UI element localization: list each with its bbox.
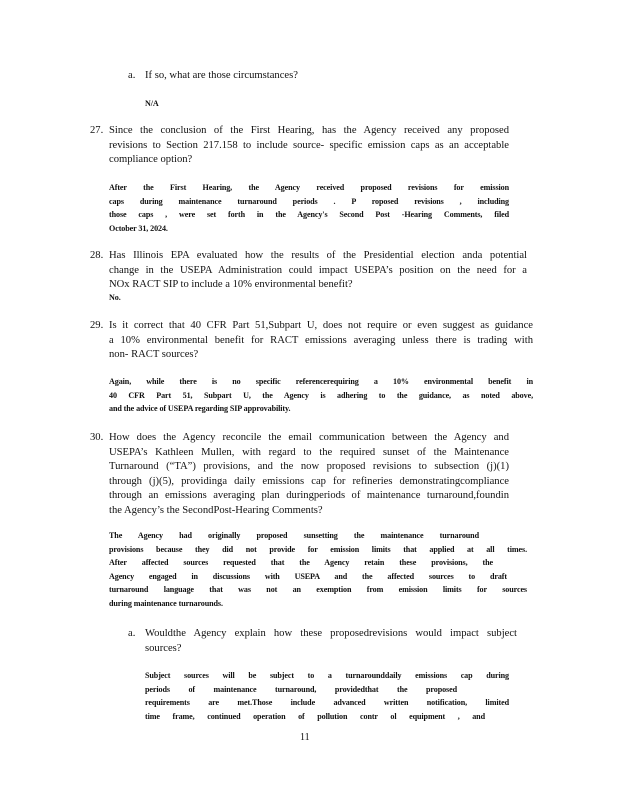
answer-line: After affected sources requested that the Agency retain these provisions, the <box>109 558 493 568</box>
answer-line: caps during maintenance turnaround periods . P roposed revisions , including <box>109 196 509 206</box>
question-number: 29. <box>90 320 104 331</box>
question-line: a 10% environmental benefit for RACT emissions averaging unless there is trading with <box>109 334 533 346</box>
question-line: revisions to Section 217.158 to include source- specific emission caps as an acceptable <box>109 139 509 151</box>
question-line: through an emissions averaging plan duringperiods of maintenance turnaround,foundin <box>109 490 509 502</box>
answer-text <box>109 181 509 235</box>
answer-line: Again, while there is no specific referencerequiring a 10% environmental benefit in <box>109 377 533 386</box>
answer-line: Subject sources will be subject to a turnarounddaily emissions cap during <box>145 671 509 680</box>
question-line: Turnaround (“TA”) provisions, and the now proposed revisions to subsection (j)(1) <box>109 461 509 473</box>
question-number: 28. <box>90 250 104 261</box>
question-text <box>109 319 533 363</box>
answer-text <box>109 291 209 305</box>
answer-line: N/A <box>145 99 159 108</box>
answer-text <box>109 529 527 611</box>
question-line: compliance option? <box>109 154 193 166</box>
question-text <box>109 124 509 168</box>
question-line: the Agency’s the SecondPost-Hearing Comments? <box>109 504 323 516</box>
question-line: Has Illinois EPA evaluated how the results of the Presidential election anda potential <box>109 250 527 261</box>
question-line: How does the Agency reconcile the email communication between the Agency and <box>109 432 509 443</box>
question-line: Is it correct that 40 CFR Part 51,Subpart U, does not require or even suggest as guidance <box>109 320 533 331</box>
answer-line: The Agency had originally proposed sunsetting the maintenance turnaround <box>109 531 479 540</box>
question-line: Since the conclusion of the First Hearing, has the Agency received any proposed <box>109 125 509 136</box>
answer-line: requirements are met.Those include advanced written notification, limited <box>145 698 509 708</box>
question-line: If so, what are those circumstances? <box>145 70 298 81</box>
item-label: a. <box>128 70 136 81</box>
question-line: Wouldthe Agency explain how these proposedrevisions would impact subject <box>145 628 517 639</box>
item-label: a. <box>128 628 136 639</box>
question-line: sources? <box>145 642 182 654</box>
question-text <box>145 627 517 656</box>
answer-text <box>145 669 509 723</box>
question-text <box>109 431 509 519</box>
answer-line: those caps , were set forth in the Agency's Second Post -Hearing Comments, filed <box>109 210 509 220</box>
question-text <box>109 249 527 293</box>
answer-line: Agency engaged in discussions with USEPA and the affected sources to draft <box>109 571 507 581</box>
answer-line: turnaround language that was not an exemption from emission limits for sources <box>109 585 527 595</box>
question-line: NOx RACT SIP to include a 10% environmental benefit? <box>109 279 353 291</box>
answer-line: time frame, continued operation of pollution contr ol equipment , and <box>145 711 485 721</box>
answer-text <box>109 375 533 416</box>
answer-line: periods of maintenance turnaround, providedthat the proposed <box>145 684 457 694</box>
answer-line: provisions because they did not provide for emission limits that applied at all times. <box>109 544 527 554</box>
question-line: change in the USEPA Administration could impact USEPA’s position on the need for a <box>109 264 527 276</box>
answer-line: October 31, 2024. <box>109 223 168 233</box>
question-text <box>145 69 445 84</box>
answer-line: 40 CFR Part 51, Subpart U, the Agency is adhering to the guidance, as noted above, <box>109 390 533 400</box>
page-number: 11 <box>300 732 310 743</box>
answer-text <box>145 97 245 111</box>
question-number: 27. <box>90 125 104 136</box>
question-line: USEPA’s Kathleen Mullen, with regard to the required sunset of the Maintenance <box>109 446 509 458</box>
question-number: 30. <box>90 432 104 443</box>
question-line: non- RACT sources? <box>109 349 199 361</box>
question-line: through (j)(5), providinga daily emissions cap for refineries demonstratingcompliance <box>109 475 509 487</box>
answer-line: and the advice of USEPA regarding SIP approvability. <box>109 404 291 414</box>
answer-line: No. <box>109 293 121 302</box>
answer-line: during maintenance turnarounds. <box>109 598 223 608</box>
answer-line: After the First Hearing, the Agency received proposed revisions for emission <box>109 183 509 192</box>
